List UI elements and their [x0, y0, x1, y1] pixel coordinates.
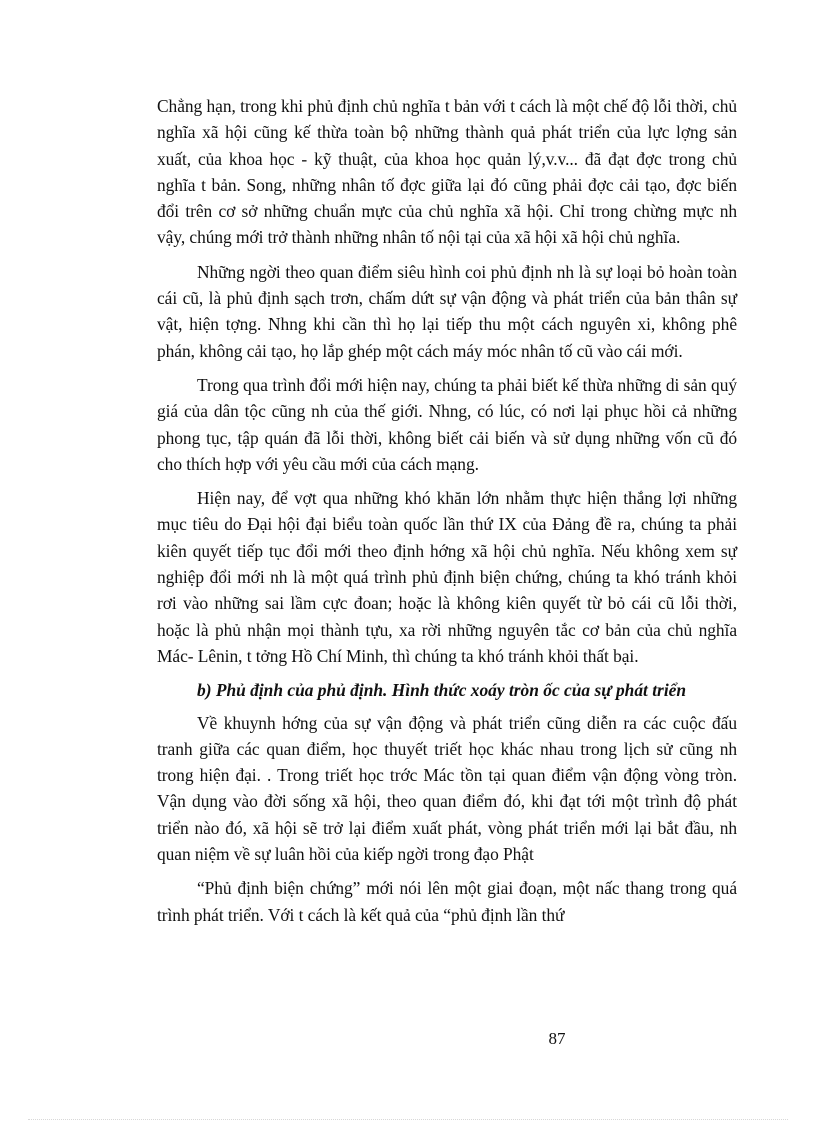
paragraph-2: Những ngời theo quan điểm siêu hình coi phủ định nh là sự loại bỏ hoàn toàn cái cũ, là phủ định sạch trơn, chấm dứt sự vận động và phát triển của bản thân sự vật, hiện tợng. Nhng khi cần thì họ lại tiếp thu một cách nguyên xi, không phê phán, không cải tạo, họ lắp ghép một cách máy móc nhân tố cũ vào cái mới. [157, 261, 737, 361]
page-bottom-divider [28, 1119, 788, 1120]
paragraph-3: Trong qua trình đổi mới hiện nay, chúng ta phải biết kế thừa những di sản quý giá của dân tộc cũng nh của thế giới. Nhng, có lúc, có nơi lại phục hồi cả những phong tục, tập quán đã lỗi thời, không biết cải biến và sử dụng những vốn cũ đó cho thích hợp với yêu cầu mới của cách mạng. [157, 374, 737, 474]
section-heading: b) Phủ định của phủ định. Hình thức xoáy tròn ốc của sự phát triển [197, 680, 687, 701]
page-body [157, 93, 737, 936]
page-number: 87 [548, 1029, 566, 1048]
paragraph-6: “Phủ định biện chứng” mới nói lên một giai đoạn, một nấc thang trong quá trình phát triển. Với t cách là kết quả của “phủ định lần thứ [157, 878, 737, 925]
paragraph-4: Hiện nay, để vợt qua những khó khăn lớn nhằm thực hiện thắng lợi những mục tiêu do Đại hội đại biểu toàn quốc lần thứ IX của Đảng đề ra, chúng ta phải kiên quyết tiếp tục đổi mới theo định hớng xã hội chủ nghĩa. Nếu không xem sự nghiệp đổi mới nh là một quá trình phủ định biện chứng, chúng ta khó tránh khỏi rơi vào những sai lầm cực đoan; hoặc là không kiên quyết từ bỏ cái cũ lỗi thời, hoặc là phủ nhận mọi thành tựu, xa rời những nguyên tắc cơ bản của chủ nghĩa Mác- Lênin, t tởng Hồ Chí Minh, thì chúng ta khó tránh khỏi thất bại. [157, 488, 737, 666]
paragraph-1: Chẳng hạn, trong khi phủ định chủ nghĩa t bản với t cách là một chế độ lỗi thời, chủ nghĩa xã hội cũng kế thừa toàn bộ những thành quả phát triển của lực lợng sản xuất, của khoa học - kỹ thuật, của khoa học quản lý,v.v... đã đạt đợc trong chủ nghĩa t bản. Song, những nhân tố đợc giữa lại đó cũng phải đợc cải tạo, đợc biến đổi trên cơ sở những chuẩn mực của chủ nghĩa xã hội. Chỉ trong chừng mực nh vậy, chúng mới trở thành những nhân tố nội tại của xã hội xã hội chủ nghĩa. [157, 96, 737, 248]
paragraph-5: Về khuynh hớng của sự vận động và phát triển cũng diễn ra các cuộc đấu tranh giữa các quan điểm, học thuyết triết học khác nhau trong lịch sử cũng nh trong hiện đại. . Trong triết học trớc Mác tồn tại quan điểm vận động vòng tròn. Vận dụng vào đời sống xã hội, theo quan điểm đó, khi đạt tới một trình độ phát triển nào đó, xã hội sẽ trở lại điểm xuất phát, vòng phát triển mới lại bắt đầu, nh quan niệm về sự luân hồi của kiếp ngời trong đạo Phật [157, 712, 737, 865]
